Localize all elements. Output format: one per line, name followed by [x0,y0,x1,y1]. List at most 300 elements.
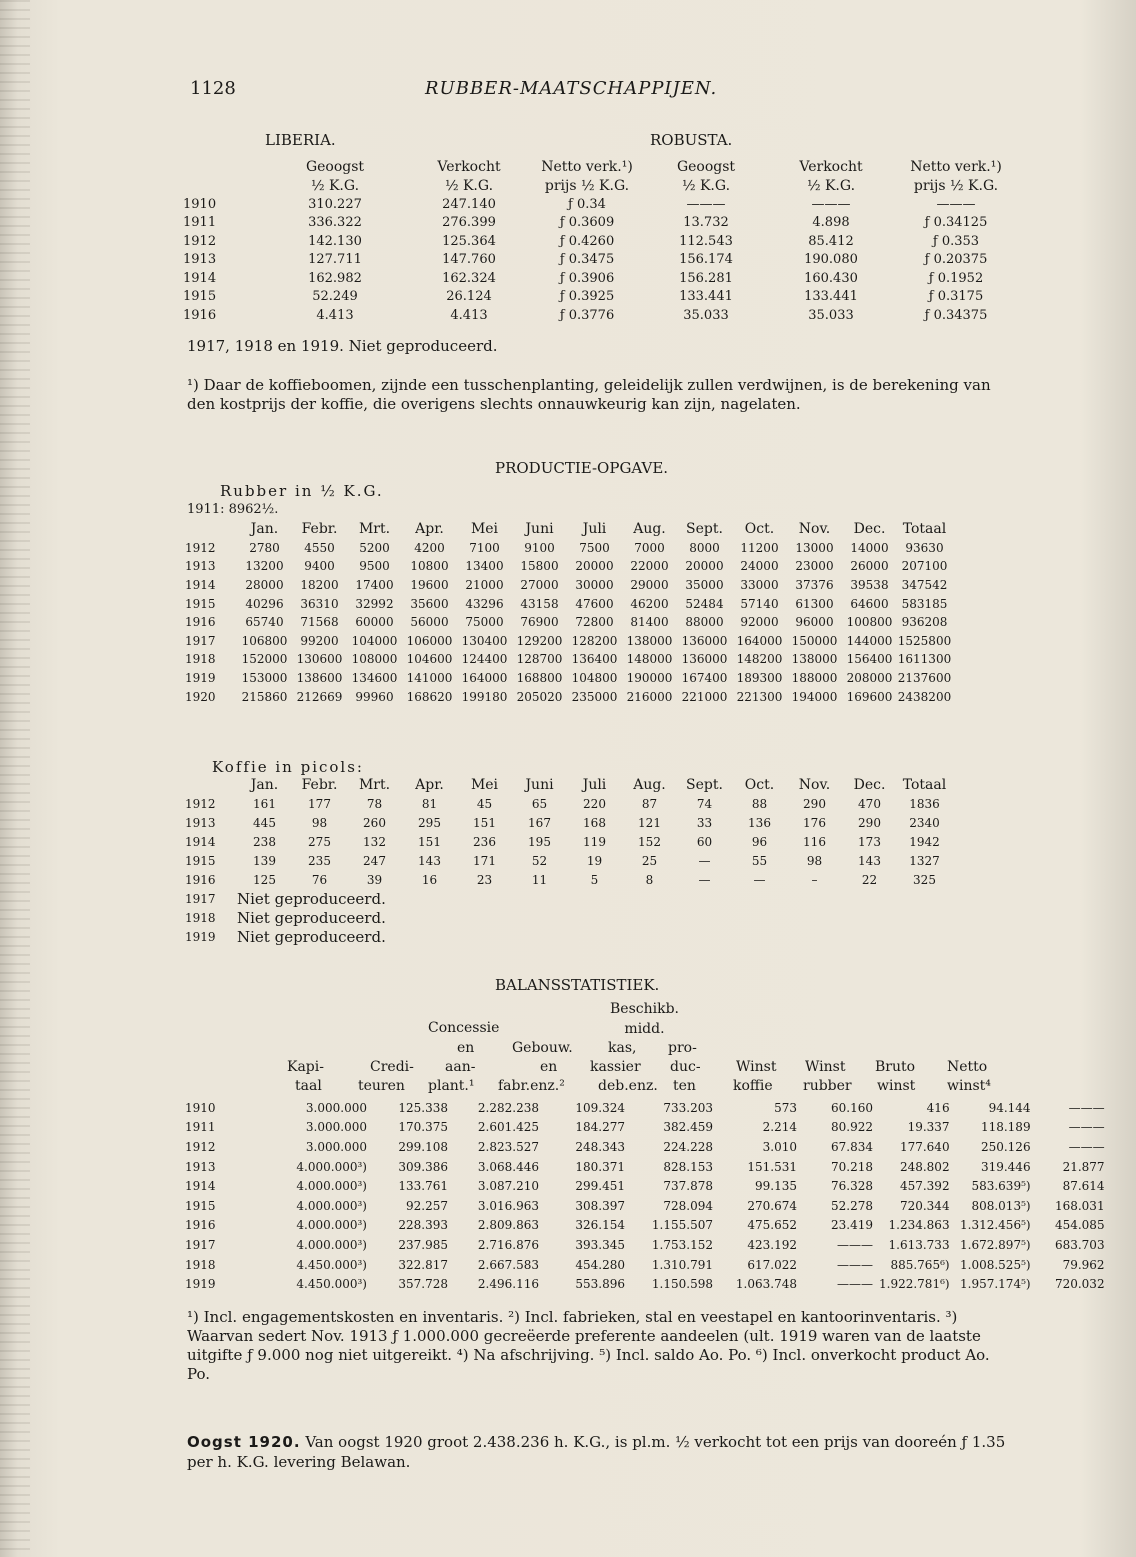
table-cell: 4.000.000³) [296,1218,367,1233]
table-row [185,539,952,558]
table-cell: 4.000.000³) [296,1179,367,1194]
table-row [183,251,1021,270]
month-header: Apr. [415,776,444,793]
table-cell: – [811,872,818,887]
table-cell: 220 [583,796,606,811]
liberia-robusta-table [183,158,1021,325]
table-cell: 99.135 [755,1179,797,1194]
table-cell: 136 [748,815,771,830]
table-cell: 170.375 [398,1120,448,1135]
table-cell: 129200 [516,633,563,648]
rubber-production-rows [185,520,952,706]
table-cell: 177 [308,796,331,811]
table-cell: 124400 [461,652,508,667]
table-cell: 720.032 [1054,1277,1105,1292]
table-cell: 573 [774,1100,797,1115]
table-cell: 13200 [245,559,284,574]
year-cell: 1913 [185,815,216,830]
table-cell: 125 [253,872,276,887]
table-cell: 168 [583,815,606,830]
table-cell: 93630 [905,540,944,555]
table-row [185,1274,1111,1294]
table-cell: ƒ 0.3475 [559,252,615,268]
table-cell: 190000 [626,671,673,686]
balans-col-header: koffie [733,1078,773,1094]
table-cell: 67.834 [831,1139,873,1154]
balans-col-header: Beschikb. [610,1001,679,1017]
table-row [185,576,952,595]
table-cell: 36310 [300,596,339,611]
table-cell: 17400 [355,578,394,593]
table-cell: 247 [363,853,386,868]
month-header: Oct. [744,776,775,793]
table-cell: 13000 [795,540,834,555]
table-cell: 148000 [626,652,673,667]
table-cell: ——— [1068,1120,1105,1135]
table-cell: 728.094 [663,1198,713,1213]
table-cell: 2.667.583 [477,1257,539,1272]
balans-col-header: midd. [624,1020,665,1037]
table-cell: 19600 [410,578,449,593]
table-cell: 9400 [304,559,335,574]
col-header: ½ K.G. [806,177,856,194]
table-cell: 553.896 [575,1277,625,1292]
table-row [185,908,952,927]
table-row [183,232,1021,251]
table-cell: 3.016.963 [477,1198,539,1213]
table-cell: 33 [696,815,713,830]
table-cell: 3.000.000 [305,1100,367,1115]
table-cell: 141000 [406,671,453,686]
table-cell: 60000 [355,615,394,630]
table-cell: 22000 [630,559,669,574]
robusta-title: ROBUSTA. [650,131,733,149]
table-cell: 167400 [681,671,728,686]
table-cell: 270.674 [747,1198,797,1213]
table-cell: 1.312.456⁵) [960,1218,1031,1233]
table-row [185,1137,1111,1157]
table-cell: 162.324 [442,270,496,286]
col-header: prijs ½ K.G. [913,177,999,194]
table-cell: 52.278 [831,1198,873,1213]
koffie-production-table [185,775,952,946]
year-cell: 1912 [185,540,216,555]
table-cell: 3.010 [762,1139,797,1154]
balans-col-header: teuren [358,1078,405,1094]
table-cell: 96 [751,834,768,849]
table-cell: 2.282.238 [477,1100,539,1115]
table-cell: 322.817 [398,1257,448,1272]
liberia-title: LIBERIA. [265,131,336,149]
table-row [185,1176,1111,1196]
table-cell: 4200 [414,540,445,555]
col-header: prijs ½ K.G. [544,177,630,194]
table-cell: 133.441 [679,289,733,305]
table-cell: 4.450.000³) [296,1257,367,1272]
table-cell: 3.000.000 [305,1120,367,1135]
month-header: Juli [582,521,607,538]
table-cell: 16 [421,872,438,887]
table-cell: 136400 [571,652,618,667]
table-cell: 167 [528,815,551,830]
table-cell: 250.126 [980,1139,1031,1154]
table-cell: 79.962 [1062,1257,1105,1272]
year-cell: 1914 [185,578,216,593]
table-cell: 21000 [465,578,504,593]
table-cell: 19 [586,853,603,868]
table-cell: 1.672.897⁵) [960,1237,1031,1252]
table-cell: 147.760 [442,252,496,268]
blank-cell [185,775,237,794]
table-cell: 152 [638,834,661,849]
table-cell: 150000 [791,633,838,648]
table-cell: 109.324 [575,1100,625,1115]
table-cell: 94.144 [988,1100,1031,1115]
table-cell: 139 [253,853,276,868]
balans-title: BALANSSTATISTIEK. [495,976,660,994]
month-header: Juni [525,521,554,538]
year-cell: 1913 [185,559,216,574]
table-cell: 173 [858,834,881,849]
table-cell: 1942 [909,834,940,849]
table-row [185,650,952,669]
balans-col-header: kas, [608,1040,637,1056]
table-cell: 130600 [296,652,343,667]
table-cell: 325 [913,872,936,887]
table-cell: ƒ 0.3175 [928,289,984,305]
table-cell: 88 [751,796,768,811]
balans-table [185,1098,1111,1294]
table-cell: 276.399 [442,215,496,231]
table-cell: 40296 [245,596,284,611]
koffie-production-rows [185,775,952,946]
table-cell: 4.413 [450,307,488,323]
table-cell: 81 [421,796,438,811]
balans-col-header: Gebouw. [512,1040,573,1056]
oogst-paragraph [187,1432,1017,1472]
table-cell: 35.033 [683,307,729,323]
balans-col-header: plant.¹ [428,1078,475,1094]
table-cell: ƒ 0.353 [932,233,980,249]
year-cell: 1911 [183,215,217,231]
table-cell: 156.174 [679,252,733,268]
col-header: ½ K.G. [681,177,731,194]
table-cell: 71568 [300,615,339,630]
table-cell: 190.080 [804,252,858,268]
table-row [185,832,952,851]
year-cell: 1918 [185,910,216,925]
table-cell: 106800 [241,633,288,648]
table-cell: 168620 [406,689,453,704]
table-cell: ƒ 0.4260 [559,233,615,249]
table-cell: 8 [645,872,654,887]
balans-col-header: deb.enz. [598,1078,658,1094]
table-row [185,557,952,576]
table-cell: 189300 [736,671,783,686]
table-cell: 32992 [355,596,394,611]
table-cell: ——— [686,196,726,212]
table-cell: 224.228 [663,1139,713,1154]
table-cell: 52.249 [312,289,358,305]
table-cell: 583.639⁵) [971,1179,1031,1194]
table-header-row [183,177,1021,196]
running-title: RUBBER-MAATSCHAPPIJEN. [425,78,718,99]
year-cell: 1910 [183,196,217,212]
col-header: Geoogst [676,159,736,176]
table-cell: ƒ 0.3906 [559,270,615,286]
table-cell: 11200 [740,540,779,555]
table-cell: 683.703 [1054,1237,1105,1252]
table-cell: 132 [363,834,386,849]
table-cell: 382.459 [663,1120,713,1135]
table-cell: 1.310.791 [651,1257,713,1272]
table-cell: 11 [531,872,548,887]
table-cell: 24000 [740,559,779,574]
table-cell: 299.108 [398,1139,448,1154]
table-cell: 20000 [575,559,614,574]
table-cell: 7000 [634,540,665,555]
page-number: 1128 [190,78,236,99]
month-header: Oct. [744,521,775,538]
table-cell: 295 [418,815,441,830]
balans-col-header: ten [673,1078,696,1094]
table-header-row [183,158,1021,177]
year-cell: 1915 [185,1198,216,1213]
table-cell: 416 [926,1100,950,1115]
table-cell: 583185 [901,596,948,611]
table-cell: 74 [696,796,713,811]
table-cell: 75000 [465,615,504,630]
table-cell: 26.124 [446,289,492,305]
table-cell: 14000 [850,540,889,555]
table-cell: 1327 [909,853,940,868]
year-cell: 1911 [185,1120,216,1135]
table-cell: 1.008.525⁵) [960,1257,1031,1272]
table-cell: 39538 [850,578,889,593]
table-cell: 70.218 [831,1159,873,1174]
table-cell: 88000 [685,615,724,630]
year-cell: 1913 [183,252,217,268]
month-header: Febr. [301,776,338,793]
table-cell: 208000 [846,671,893,686]
table-cell: 99200 [300,633,339,648]
table-cell: 143 [418,853,441,868]
table-cell: 1611300 [897,652,952,667]
table-cell: 76 [311,872,328,887]
balans-col-header: Bruto [875,1059,916,1075]
year-cell: 1914 [185,834,216,849]
footnote-koffie: ¹) Daar de koffieboomen, zijnde een tusschenplanting, geleidelijk zullen verdwijnen, is de berekening van den kostprijs der koffie, die overigens slechts onnauwkeurig kan zijn, nagelaten. [187,376,991,413]
table-cell: 65 [531,796,548,811]
table-cell: 164000 [736,633,783,648]
balans-col-header: taal [295,1078,322,1094]
table-cell: 212669 [296,689,343,704]
table-cell: 164000 [461,671,508,686]
table-cell: 151 [473,815,496,830]
table-row [185,1118,1111,1138]
table-cell: 3.068.446 [477,1159,539,1174]
table-cell: 119 [583,834,606,849]
table-cell: 4550 [304,540,335,555]
table-cell: 336.322 [308,215,362,231]
table-row [185,1196,1111,1216]
year-cell: 1916 [185,615,216,630]
table-cell: 133.441 [804,289,858,305]
table-cell: 143 [858,853,881,868]
table-cell: 18200 [300,578,339,593]
table-cell: 72800 [575,615,614,630]
table-cell: 393.345 [575,1237,625,1252]
table-cell: 76.328 [831,1179,873,1194]
book-spine-shadow [0,0,30,1557]
table-cell: 2.716.876 [477,1237,539,1252]
table-cell: 184.277 [575,1120,625,1135]
table-cell: 1.234.863 [888,1218,950,1233]
table-cell: 128700 [516,652,563,667]
table-cell: 133.761 [398,1179,448,1194]
table-cell: 9500 [359,559,390,574]
month-header: Totaal [902,521,947,538]
col-header: Geoogst [305,159,365,176]
table-cell: 470 [858,796,881,811]
year-cell: 1915 [185,596,216,611]
table-cell: 96000 [795,615,834,630]
table-row [183,288,1021,307]
table-cell: 78 [366,796,383,811]
table-cell: 35600 [410,596,449,611]
table-cell: 3.087.210 [477,1179,539,1194]
table-row [185,1216,1111,1236]
table-cell: 47600 [575,596,614,611]
table-cell: 216000 [626,689,673,704]
balans-col-header: kassier [590,1059,641,1075]
balans-col-header: rubber [803,1078,852,1094]
table-cell: 80.922 [831,1120,873,1135]
table-cell: 3.000.000 [305,1139,367,1154]
month-header: Sept. [686,776,723,793]
table-cell: ƒ 0.34 [568,196,606,212]
table-cell: 57140 [740,596,779,611]
table-cell: 61300 [795,596,834,611]
year-cell: 1915 [183,289,217,305]
table-cell: ƒ 0.1952 [928,270,984,286]
year-cell: 1914 [183,270,217,286]
table-cell: 125.338 [398,1100,448,1115]
table-cell: ——— [936,196,976,212]
table-cell: 144000 [846,633,893,648]
table-cell: 237.985 [398,1237,448,1252]
month-header: Dec. [853,776,886,793]
table-cell: 260 [363,815,386,830]
table-cell: 26000 [850,559,889,574]
table-cell: 156.281 [679,270,733,286]
table-cell: 194000 [791,689,838,704]
table-cell: 23 [476,872,493,887]
table-cell: 319.446 [980,1159,1031,1174]
month-header: Juli [582,776,607,793]
month-header: Febr. [301,521,338,538]
year-cell: 1916 [185,872,216,887]
table-cell: 60.160 [831,1100,873,1115]
table-cell: 215860 [241,689,288,704]
table-cell: 9100 [524,540,555,555]
table-cell: 104800 [571,671,618,686]
year-cell: 1912 [185,1139,216,1154]
balans-col-header: fabr.enz.² [498,1078,565,1094]
table-row [185,594,952,613]
table-cell: 168.031 [1054,1198,1105,1213]
table-cell: 151.531 [747,1159,797,1174]
table-row [183,195,1021,214]
balans-col-header: winst⁴ [947,1078,991,1094]
table-cell: 195 [528,834,551,849]
table-cell: 2.809.863 [477,1218,539,1233]
table-cell: 138000 [626,633,673,648]
table-cell: 1.957.174⁵) [960,1277,1031,1292]
rubber-label: Rubber in ½ K.G. [220,482,384,500]
table-header-row [185,775,952,794]
table-row [185,927,952,946]
niet-geproduceerd-cell: Niet geproduceerd. [237,927,386,946]
table-cell: 98 [806,853,823,868]
year-cell: 1913 [185,1159,216,1174]
table-cell: 808.013⁵) [971,1198,1031,1213]
rubber-production-table [185,520,952,706]
year-cell: 1920 [185,689,216,704]
table-cell: 207100 [901,559,948,574]
table-cell: 1.155.507 [651,1218,713,1233]
table-cell: 20000 [685,559,724,574]
table-cell: ƒ 0.20375 [924,252,988,268]
table-cell: 308.397 [575,1198,625,1213]
table-cell: 2.601.425 [477,1120,539,1135]
table-row [185,1235,1111,1255]
liberia-footer: 1917, 1918 en 1919. Niet geproduceerd. [187,337,498,355]
table-cell: 21.877 [1062,1159,1105,1174]
table-cell: 30000 [575,578,614,593]
table-cell: 176 [803,815,826,830]
table-cell: 60 [696,834,713,849]
month-header: Mei [470,521,499,538]
year-cell: 1912 [183,233,217,249]
month-header: Dec. [853,521,886,538]
table-cell: 108000 [351,652,398,667]
table-cell: 46200 [630,596,669,611]
table-row [185,632,952,651]
table-cell: 162.982 [308,270,362,286]
table-cell: 138600 [296,671,343,686]
table-cell: 275 [308,834,331,849]
table-cell: 43296 [465,596,504,611]
balans-col-header: Winst [736,1059,777,1075]
table-row [183,214,1021,233]
year-cell: 1919 [185,671,216,686]
year-cell: 1912 [185,796,216,811]
month-header: Aug. [633,776,666,793]
balans-col-header: aan- [445,1059,476,1075]
table-cell: 4.000.000³) [296,1237,367,1252]
koffie-label: Koffie in picols: [212,758,364,776]
balans-col-header: en [457,1040,475,1056]
table-cell: 1836 [909,796,940,811]
table-cell: 299.451 [575,1179,625,1194]
table-cell: 64600 [850,596,889,611]
balans-col-header: Winst [805,1059,846,1075]
table-cell: 454.085 [1054,1218,1105,1233]
table-cell: 37376 [795,578,834,593]
table-row [185,1098,1111,1118]
balans-rows [185,1098,1111,1294]
